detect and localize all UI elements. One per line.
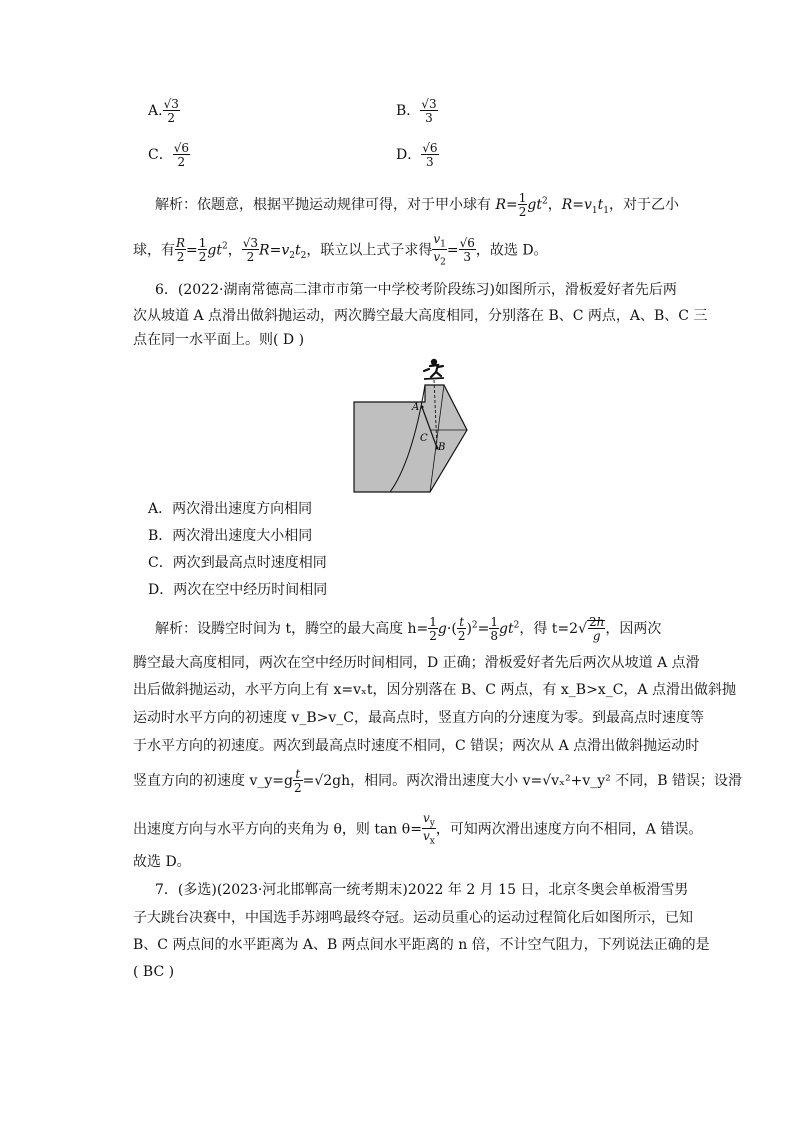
option-c-den: 2 (177, 155, 186, 169)
q6-line3: 点在同一水平面上。则( D ) (133, 332, 305, 348)
q5-analysis-text: ，联立以上式子求得 (306, 242, 433, 259)
q6-option-d: D．两次在空中经历时间相同 (148, 582, 328, 598)
q5-analysis-text: ，故选 D。 (475, 242, 548, 259)
q6-analysis-text: ，得 t=2 (519, 621, 579, 637)
q6-analysis-text: ，可知两次滑出速度方向不相同，A 错误。 (435, 821, 703, 838)
q6-option-a: A．两次滑出速度方向相同 (148, 501, 313, 517)
q5-analysis-text: ，对于乙小 (609, 197, 680, 213)
q6-option-c: C．两次到最高点时速度相同 (148, 555, 327, 571)
option-b-num: √3 (421, 97, 437, 111)
q5-analysis-text: 解析：依题意，根据平抛运动规律可得，对于甲小球有 (155, 197, 496, 213)
q6-line2: 次从坡道 A 点滑出做斜抛运动，两次腾空最大高度相同，分别落在 B、C 两点，A、B、C 三 (133, 308, 708, 324)
q7-line2: 子大跳台决赛中，中国选手苏翊鸣最终夺冠。运动员重心的运动过程简化后如图所示，已知 (133, 910, 693, 926)
option-c-num: √6 (173, 141, 189, 155)
q5-analysis-line2: 球，有 $\frac{R}{2}$ = $\frac{1}{2}$ $gt^2$， $\frac{√3}{2}$ $R=v_2t_2$，联立以上式子求得 $\frac{v_1}{v_2}$ = $\frac{√6}{3}$ ，故选 D。 (133, 232, 548, 268)
q6-analysis-text: =√2gh，相同。两次滑出速度大小 v=√vₓ²+v_y² 不同，B 错误；设滑 (302, 773, 742, 789)
option-d-den: 3 (426, 155, 434, 169)
option-c-fraction (173, 142, 190, 168)
option-d-num: √6 (422, 141, 438, 155)
q7-line3: B、C 两点间的水平距离为 A、B 两点间水平距离的 n 倍，不计空气阻力，下列说法正确的是 (133, 937, 710, 953)
option-c (148, 142, 190, 168)
q6-analysis-line1: 解析：设腾空时间为 t，腾空的最大高度 h= $\frac{1}{2}$ g·( $\frac{t}{2}$ )$^2$= $\frac{1}{8}$ $gt^2$，得 t=2√ $\frac{2h}{g}$ ，因两次 (155, 615, 662, 643)
option-c-label: C． (148, 147, 173, 163)
ramp-body (354, 385, 467, 492)
q6-analysis-line4: 运动时水平方向的初速度 v_B>v_C，最高点时，竖直方向的分速度为零。到最高点时速度等 (133, 710, 704, 726)
q6-analysis-text: 出速度方向与水平方向的夹角为 θ，则 tan θ= (133, 821, 422, 838)
label-a: A (412, 402, 420, 413)
point-a-dot (421, 406, 424, 409)
option-a-fraction (163, 98, 180, 124)
q7-line1: 7．(多选)(2023·河北邯郸高一统考期末)2022 年 2 月 15 日，北京冬奥会单板滑雪男 (155, 882, 689, 898)
option-a-den: 2 (167, 111, 176, 125)
q5-analysis-text: 球，有 (133, 242, 175, 259)
q6-analysis-line8: 故选 D。 (133, 854, 191, 870)
option-d (396, 142, 439, 168)
option-b-den: 3 (425, 111, 433, 125)
option-b-label: B． (396, 103, 421, 119)
option-b (396, 98, 438, 124)
option-d-label: D． (396, 147, 422, 163)
q6-analysis-line3: 出后做斜抛运动，水平方向上有 x=vₓt，因分别落在 B、C 两点，有 x_B>x_C，A 点滑出做斜抛 (133, 682, 736, 698)
label-b: B (438, 442, 446, 453)
q6-analysis-text: 竖直方向的初速度 v_y=g (133, 773, 293, 789)
q6-option-b: B．两次滑出速度大小相同 (148, 528, 313, 544)
ramp-figure (352, 352, 468, 494)
option-a-num: √3 (163, 97, 179, 111)
q6-analysis-line6: 竖直方向的初速度 v_y=g $\frac{t}{2}$ =√2gh，相同。两次滑出速度大小 v=√vₓ²+v_y² 不同，B 错误；设滑 (133, 767, 742, 795)
q6-analysis-text: ，因两次 (605, 621, 662, 637)
skateboarder-icon (424, 359, 444, 379)
q6-analysis-text: 解析：设腾空时间为 t，腾空的最大高度 h= (155, 621, 429, 637)
option-a (148, 98, 180, 124)
q6-line1: 6．(2022·湖南常德高二津市市第一中学校考阶段练习)如图所示，滑板爱好者先后两 (155, 282, 677, 298)
option-b-fraction (420, 98, 437, 124)
label-c: C (420, 433, 428, 444)
option-d-fraction (421, 142, 438, 168)
q6-analysis-line7: 出速度方向与水平方向的夹角为 θ，则 tan θ= $\frac{v_y}{v_x}$ ，可知两次滑出速度方向不相同，A 错误。 (133, 811, 703, 847)
q6-analysis-line2: 腾空最大高度相同，两次在空中经历时间相同，D 正确；滑板爱好者先后两次从坡道 A 点滑 (133, 655, 700, 671)
q5-analysis-line1: 解析：依题意，根据平抛运动规律可得，对于甲小球有 R= $\frac{1}{2}$ $gt^2$，$R=v_1t_1$，对于乙小 (155, 191, 680, 219)
q6-analysis-line5: 于水平方向的初速度。两次到最高点时速度不相同，C 错误；两次从 A 点滑出做斜抛运动时 (133, 738, 700, 754)
q7-line4: ( BC ) (133, 964, 175, 980)
option-a-label: A. (148, 103, 163, 119)
